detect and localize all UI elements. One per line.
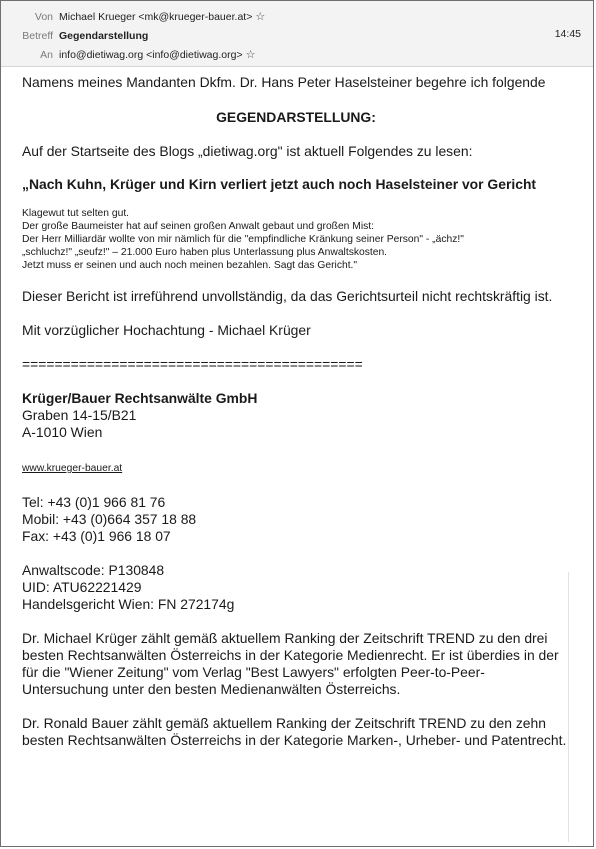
to-row (1, 47, 255, 63)
website-link[interactable]: www.krueger-bauer.at (22, 463, 123, 474)
quote-line: Klagewut tut selten gut. (22, 208, 130, 219)
subject-value: Gegendarstellung (59, 30, 149, 42)
star-icon[interactable]: ☆ (245, 49, 256, 61)
to-address[interactable]: info@dietiwag.org <info@dietiwag.org> (59, 49, 243, 61)
quote-line: Der Herr Milliardär wollte von mir nämlich für die "empfindliche Kränkung seiner Person" - „ächz!" (22, 234, 464, 245)
from-address[interactable]: Michael Krueger <mk@krueger-bauer.at> (59, 11, 253, 23)
lead-text: Auf der Startseite des Blogs „dietiwag.org" ist aktuell Folgendes zu lesen: (22, 143, 473, 159)
closing-text: Mit vorzüglicher Hochachtung - Michael Krüger (22, 322, 311, 338)
email-header (1, 1, 593, 67)
bauer-paragraph: Dr. Ronald Bauer zählt gemäß aktuellem Ranking der Zeitschrift TREND zu den zehn besten Rechtsanwälten Österreichs in der Kategorie Marken-, Urheber- und Patentrecht. (22, 715, 567, 748)
email-time: 14:45 (554, 28, 581, 40)
statement-text: Dieser Bericht ist irreführend unvollständig, da das Gerichtsurteil nicht rechtskräftig ist. (22, 288, 553, 304)
star-icon[interactable]: ☆ (255, 11, 266, 23)
address-line: A-1010 Wien (22, 424, 103, 440)
mobil-text: Mobil: +43 (0)664 357 18 88 (22, 511, 197, 527)
intro-text: Namens meines Mandanten Dkfm. Dr. Hans Peter Haselsteiner begehre ich folgende (22, 74, 546, 90)
subject-row (1, 28, 148, 44)
krueger-paragraph: Dr. Michael Krüger zählt gemäß aktuellem Ranking der Zeitschrift TREND zu den drei besten Rechtsanwälten Österreichs in der Kategorie Medienrecht. Er ist überdies in der für die "Wiener Zeitung" vom Verlag "Best Lawyers" erfolgten Peer-to-Peer-Untersuchung unter den besten Medienanwälten Österreichs. (22, 630, 559, 697)
address-line: Graben 14-15/B21 (22, 407, 137, 423)
from-label: Von (34, 11, 53, 23)
separator-line: ========================================== (22, 356, 363, 372)
quote-line: Der große Baumeister hat auf seinen großen Anwalt gebaut und großen Mist: (22, 221, 375, 232)
fax-text: Fax: +43 (0)1 966 18 07 (22, 528, 171, 544)
quote-block (22, 207, 570, 272)
email-body (22, 74, 570, 749)
anwaltscode-text: Anwaltscode: P130848 (22, 562, 165, 578)
firm-name: Krüger/Bauer Rechtsanwälte GmbH (22, 390, 258, 406)
handelsgericht-text: Handelsgericht Wien: FN 272174g (22, 596, 235, 612)
uid-text: UID: ATU62221429 (22, 579, 142, 595)
to-label: An (40, 49, 53, 61)
from-row (1, 9, 265, 25)
subject-label: Betreff (22, 30, 53, 42)
tel-text: Tel: +43 (0)1 966 81 76 (22, 494, 166, 510)
quote-line: „schluchz!" „seufz!" – 21.000 Euro haben plus Unterlassung plus Anwaltskosten. (22, 247, 388, 258)
quote-heading: „Nach Kuhn, Krüger und Kirn verliert jetzt auch noch Haselsteiner vor Gericht (22, 176, 537, 192)
statement-title: GEGENDARSTELLUNG: (216, 109, 376, 125)
quote-line: Jetzt muss er seinen und auch noch meinen bezahlen. Sagt das Gericht." (22, 260, 358, 271)
